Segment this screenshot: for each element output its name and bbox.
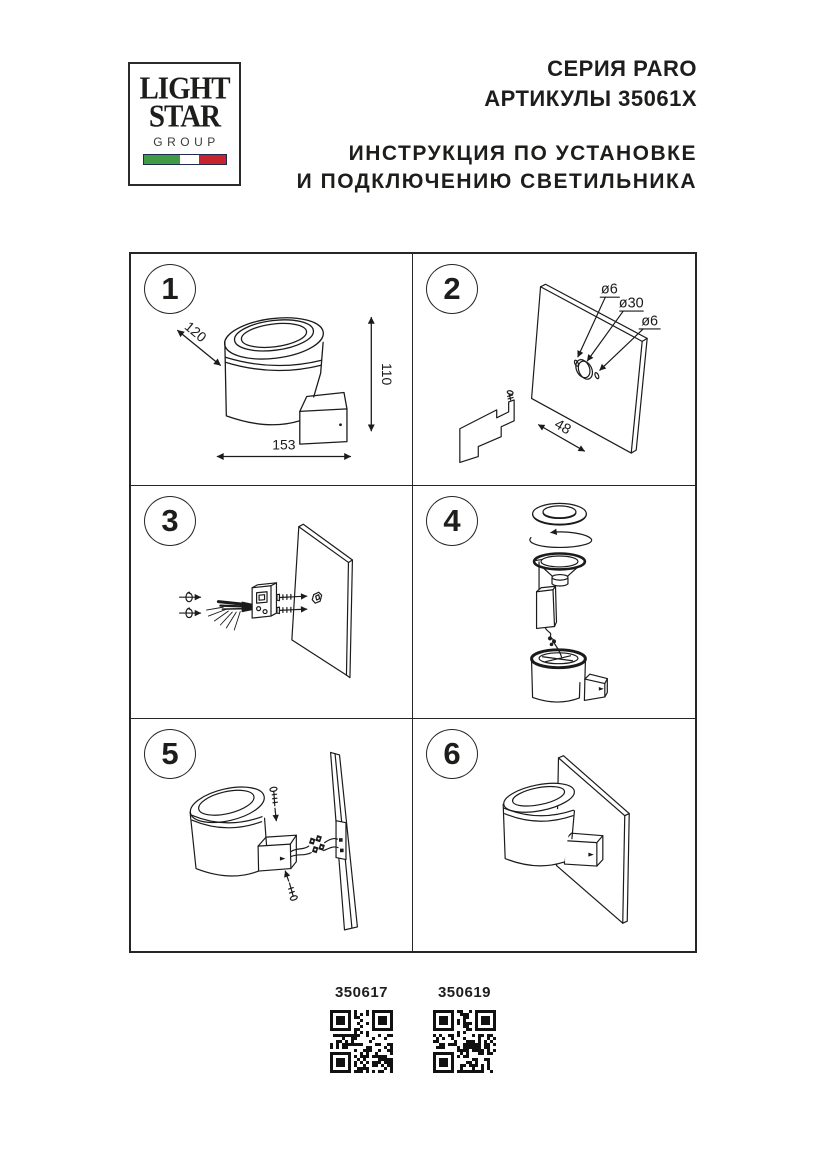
qr-item	[330, 984, 393, 1073]
article-number-label: 350619	[437, 984, 492, 1001]
logo-word-star: STAR	[148, 99, 221, 135]
instruction-title-line1: ИНСТРУКЦИЯ ПО УСТАНОВКЕ	[348, 142, 697, 165]
step-number-badge	[426, 264, 478, 314]
step-number: 4	[443, 503, 461, 539]
step-number: 1	[161, 271, 179, 306]
hole-label-left: ø6	[600, 281, 618, 298]
step-number: 3	[161, 503, 179, 539]
italian-flag-bar	[143, 154, 227, 165]
dim-label-spacing: 48	[551, 416, 574, 439]
qr-item	[433, 984, 496, 1073]
title-block	[297, 54, 697, 196]
dim-label-depth: 120	[181, 318, 210, 346]
step-number-badge	[144, 496, 196, 546]
step-cell-5	[131, 719, 413, 951]
qr-code-canvas	[433, 1010, 496, 1073]
step-cell-1	[131, 254, 413, 486]
step-number: 6	[443, 735, 461, 771]
logo-word-light: LIGHT	[139, 71, 230, 107]
step-number-badge	[144, 729, 196, 779]
step-cell-6	[413, 719, 695, 951]
logo-word-group: GROUP	[153, 135, 220, 149]
qr-code-canvas	[330, 1010, 393, 1073]
step-number: 2	[443, 271, 461, 306]
step-cell-3	[131, 486, 413, 718]
step-cell-4	[413, 486, 695, 718]
lightstar-logo	[128, 62, 241, 186]
qr-code-group	[0, 984, 826, 1073]
instruction-title-line2: И ПОДКЛЮЧЕНИЮ СВЕТИЛЬНИКА	[296, 170, 697, 193]
hole-label-right: ø6	[641, 313, 659, 330]
step-number-badge	[144, 264, 196, 314]
dim-label-width: 153	[272, 436, 296, 453]
step-cell-2	[413, 254, 695, 486]
hole-label-center: ø30	[618, 295, 644, 312]
step-number: 5	[161, 735, 179, 771]
article-number-label: 350617	[334, 984, 389, 1001]
step-number-badge	[426, 496, 478, 546]
articles-title: АРТИКУЛЫ 35061X	[484, 86, 697, 111]
dim-label-height: 110	[379, 363, 396, 386]
series-title: СЕРИЯ PARO	[547, 56, 697, 81]
step-number-badge	[426, 729, 478, 779]
steps-grid	[129, 252, 697, 953]
